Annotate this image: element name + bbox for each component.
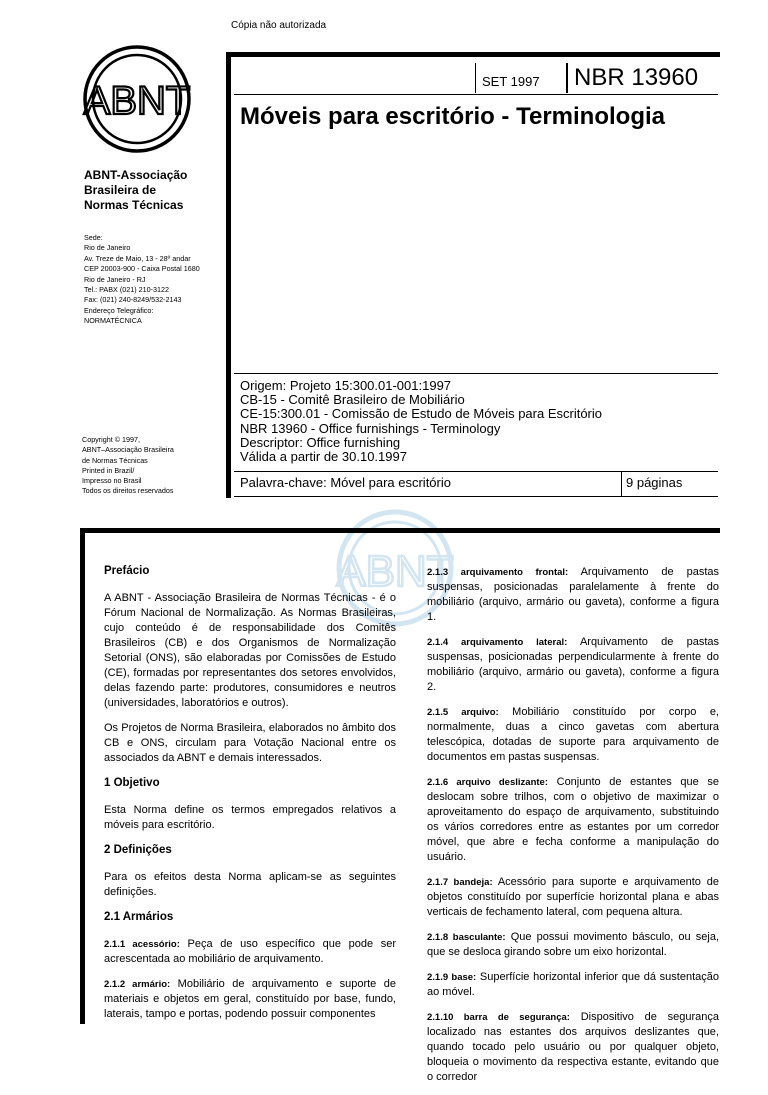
divider — [234, 496, 718, 497]
definition: 2.1.6 arquivo deslizante: Conjunto de estantes que se deslocam sobre trilhos, com o objetivo de maximizar o aproveitamento do espaço de arquivamento, substituindo os vários corredores entre as estantes por um corredor móvel, que abre e fecha conforme a manipulação do usuário. — [427, 776, 719, 863]
paragraph: Para os efeitos desta Norma aplicam-se as seguintes definições. — [104, 871, 396, 898]
body-column-left — [104, 564, 396, 1032]
definition: 2.1.3 arquivamento frontal: Arquivamento de pastas suspensas, posicionadas paralelamente à frente do mobiliário (arquivo, armário ou gaveta), conforme a figura 1. — [427, 566, 719, 623]
body-frame-left — [80, 528, 85, 1024]
svg-text:ABNT: ABNT — [336, 547, 454, 596]
page-title: Móveis para escritório - Terminologia — [240, 103, 665, 130]
divider — [621, 472, 622, 496]
organization-name: ABNT-Associação Brasileira de Normas Técnicas — [84, 168, 188, 212]
definition: 2.1.7 bandeja: Acessório para suporte e arquivamento de objetos constituído por superfície horizontal plana e abas verticais de fechamento lateral, com pequena altura. — [427, 876, 719, 918]
svg-text:ABNT: ABNT — [83, 79, 191, 123]
divider — [234, 471, 718, 472]
headquarters-address: Sede: Rio de Janeiro Av. Treze de Maio, 13 - 28º andar CEP 20003-900 - Caixa Postal 1680 Rio de Janeiro - RJ Tel.: PABX (021) 210-3122 Fax: (021) 240-8249/532-2143 Endereço Telegráfico: NORMATÉCNICA — [84, 233, 200, 326]
body-column-right — [427, 565, 719, 1095]
page-count: 9 páginas — [626, 475, 683, 490]
section-heading: 2.1 Armários — [104, 911, 174, 923]
abnt-logo — [82, 44, 192, 154]
definition: 2.1.5 arquivo: Mobiliário constituído por corpo e, normalmente, duas a cinco gavetas com abertura telescópica, dotadas de suporte para arquivamento de documentos em pastas suspensas. — [427, 706, 719, 763]
divider — [234, 94, 718, 95]
unauthorized-copy-note: Cópia não autorizada — [231, 20, 327, 31]
section-heading: Prefácio — [104, 565, 150, 577]
publication-date: SET 1997 — [482, 74, 540, 89]
divider — [566, 63, 568, 93]
section-heading: 1 Objetivo — [104, 777, 160, 789]
definition: 2.1.10 barra de segurança: Dispositivo de segurança localizado nas estantes dos arquivos deslizantes que, quando tocado pelo usuário ou por qualquer objeto, bloqueia o movimento da respectiva estante, evitando que o corredor — [427, 1011, 719, 1083]
divider — [234, 373, 718, 374]
paragraph: Os Projetos de Norma Brasileira, elaborados no âmbito dos CB e ONS, circulam para Votação Nacional entre os associados da ABNT e demais interessados. — [104, 722, 396, 764]
keyword: Palavra-chave: Móvel para escritório — [240, 475, 451, 490]
definition: 2.1.9 base: Superfície horizontal inferior que dá sustentação ao móvel. — [427, 971, 719, 998]
copyright-notice: Copyright © 1997, ABNT–Associação Brasileira de Normas Técnicas Printed in Brazil/ Impresso no Brasil Todos os direitos reservados — [82, 435, 174, 496]
header-frame-top — [226, 52, 720, 57]
section-heading: 2 Definições — [104, 844, 172, 856]
definition: 2.1.8 basculante: Que possui movimento básculo, ou seja, que se desloca girando sobre um eixo horizontal. — [427, 931, 720, 958]
divider — [475, 63, 476, 93]
standard-number: NBR 13960 — [574, 64, 699, 91]
definition: 2.1.1 acessório: Peça de uso específico que pode ser acrescentada ao mobiliário de arquivamento. — [104, 938, 396, 965]
definition: 2.1.4 arquivamento lateral: Arquivamento de pastas suspensas, posicionadas perpendicularmente à frente do mobiliário (arquivo, armário ou gaveta), conforme a figura 2. — [427, 636, 719, 693]
header-frame-left — [226, 52, 231, 498]
paragraph: Esta Norma define os termos empregados relativos a móveis para escritório. — [104, 804, 396, 831]
body-frame-top — [80, 528, 720, 533]
origin-info: Origem: Projeto 15:300.01-001:1997 CB-15 - Comitê Brasileiro de Mobiliário CE-15:300.01 - Comissão de Estudo de Móveis para Escritório NBR 13960 - Office furnishings - Terminology Descriptor: Office furnishing Válida a partir de 30.10.1997 — [240, 378, 603, 465]
paragraph: A ABNT - Associação Brasileira de Normas Técnicas - é o Fórum Nacional de Normalização. As Normas Brasileiras, cujo conteúdo é de responsabilidade dos Comitês Brasileiros (CB) e dos Organismos de Normalização Setorial (ONS), são elaboradas por Comissões de Estudo (CE), formadas por representantes dos setores envolvidos, delas fazendo parte: produtores, consumidores e neutros (universidades, laboratórios e outros). — [104, 592, 396, 709]
definition: 2.1.2 armário: Mobiliário de arquivamento e suporte de materiais e objetos em geral, constituído por base, fundo, laterais, tampo e portas, podendo possuir componentes — [104, 978, 396, 1020]
